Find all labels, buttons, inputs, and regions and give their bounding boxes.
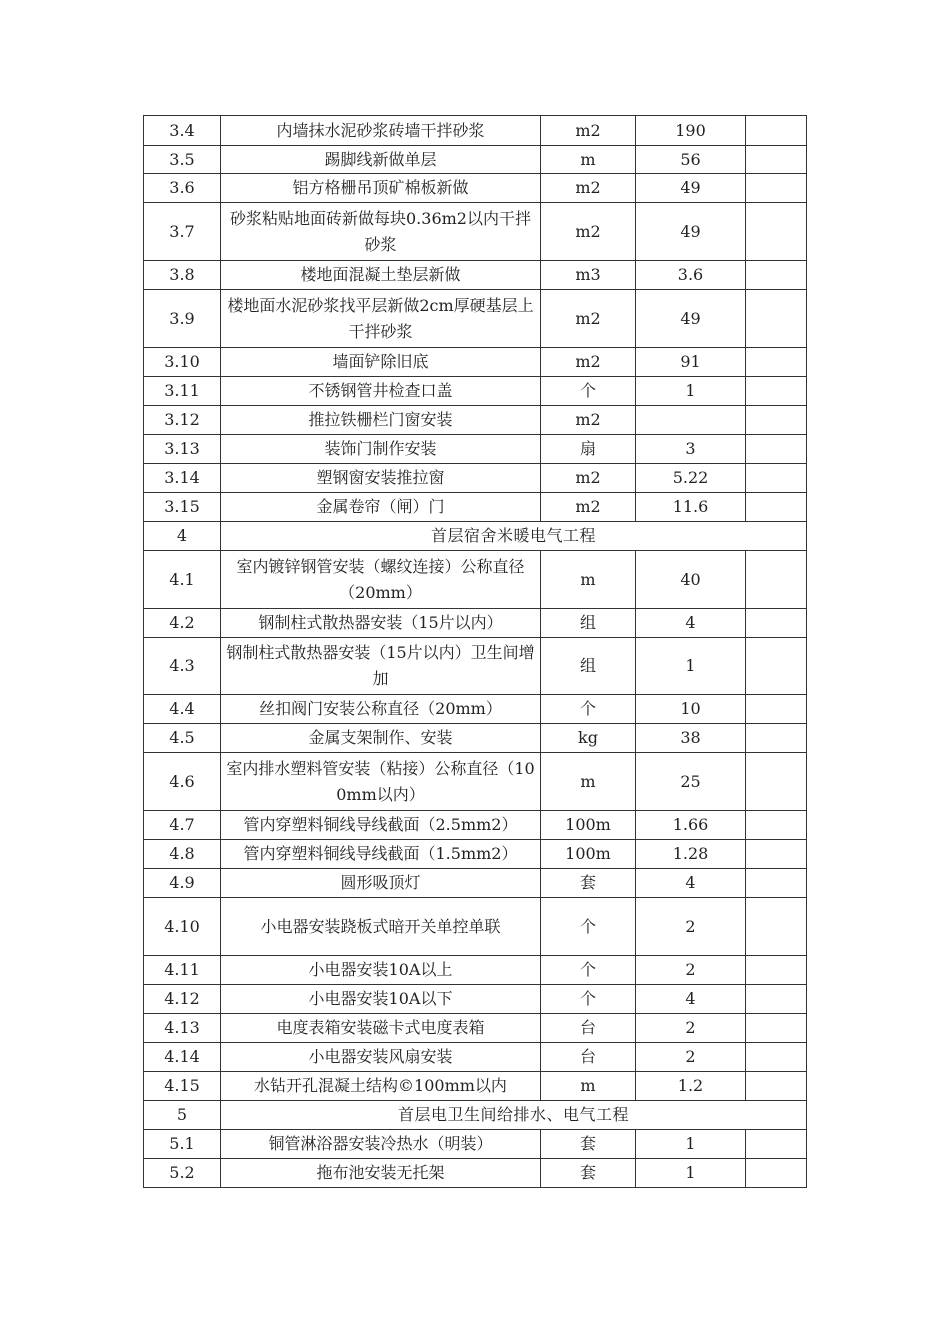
table-row — [144, 406, 807, 435]
item-unit: 台 — [541, 1014, 636, 1043]
table-row — [144, 898, 807, 956]
item-quantity: 1 — [636, 377, 746, 406]
item-number: 3.12 — [144, 406, 221, 435]
item-name: 金属卷帘（闸）门 — [221, 493, 541, 522]
item-name: 塑钢窗安装推拉窗 — [221, 464, 541, 493]
item-name: 装饰门制作安装 — [221, 435, 541, 464]
item-number: 3.6 — [144, 174, 221, 203]
item-unit: m — [541, 753, 636, 811]
table-row — [144, 116, 807, 146]
item-remark — [746, 493, 807, 522]
item-number: 5.2 — [144, 1159, 221, 1188]
item-remark — [746, 898, 807, 956]
item-remark — [746, 348, 807, 377]
item-quantity: 38 — [636, 724, 746, 753]
item-name: 小电器安装10A以上 — [221, 956, 541, 985]
item-number: 4.11 — [144, 956, 221, 985]
item-name: 水钻开孔混凝土结构©100mm以内 — [221, 1072, 541, 1101]
item-name: 小电器安装跷板式暗开关单控单联 — [221, 898, 541, 956]
bill-of-quantities-table — [143, 115, 807, 1188]
item-quantity: 25 — [636, 753, 746, 811]
table-row — [144, 290, 807, 348]
table-row — [144, 551, 807, 609]
item-unit: m2 — [541, 493, 636, 522]
item-name: 不锈钢管井检查口盖 — [221, 377, 541, 406]
section-row — [144, 1101, 807, 1130]
table-row — [144, 840, 807, 869]
table-row — [144, 493, 807, 522]
item-number: 3.8 — [144, 261, 221, 290]
section-title: 首层电卫生间给排水、电气工程 — [221, 1101, 807, 1130]
item-quantity: 1 — [636, 1159, 746, 1188]
item-unit: 100m — [541, 840, 636, 869]
item-quantity: 4 — [636, 869, 746, 898]
item-name: 管内穿塑料铜线导线截面（1.5mm2） — [221, 840, 541, 869]
item-quantity: 3.6 — [636, 261, 746, 290]
item-quantity: 1.2 — [636, 1072, 746, 1101]
item-name: 圆形吸顶灯 — [221, 869, 541, 898]
item-unit: m — [541, 1072, 636, 1101]
item-name: 丝扣阀门安装公称直径（20mm） — [221, 695, 541, 724]
item-remark — [746, 985, 807, 1014]
item-number: 4.1 — [144, 551, 221, 609]
item-unit: 套 — [541, 869, 636, 898]
item-remark — [746, 174, 807, 203]
item-remark — [746, 638, 807, 695]
section-number: 4 — [144, 522, 221, 551]
item-quantity: 91 — [636, 348, 746, 377]
item-remark — [746, 435, 807, 464]
item-unit: m3 — [541, 261, 636, 290]
item-unit: m2 — [541, 464, 636, 493]
item-remark — [746, 203, 807, 261]
item-unit: 组 — [541, 609, 636, 638]
table-row — [144, 724, 807, 753]
item-name: 墙面铲除旧底 — [221, 348, 541, 377]
item-quantity: 40 — [636, 551, 746, 609]
item-remark — [746, 609, 807, 638]
table-row — [144, 956, 807, 985]
table-row — [144, 203, 807, 261]
item-name: 楼地面混凝土垫层新做 — [221, 261, 541, 290]
table-row — [144, 464, 807, 493]
table-row — [144, 638, 807, 695]
item-number: 3.4 — [144, 116, 221, 146]
item-unit: 个 — [541, 956, 636, 985]
item-number: 3.7 — [144, 203, 221, 261]
item-name: 内墙抹水泥砂浆砖墙干拌砂浆 — [221, 116, 541, 146]
item-remark — [746, 724, 807, 753]
item-number: 4.3 — [144, 638, 221, 695]
item-number: 4.8 — [144, 840, 221, 869]
item-number: 4.5 — [144, 724, 221, 753]
table-row — [144, 609, 807, 638]
item-remark — [746, 695, 807, 724]
item-remark — [746, 116, 807, 146]
table-row — [144, 811, 807, 840]
item-unit: m2 — [541, 174, 636, 203]
item-name: 踢脚线新做单层 — [221, 146, 541, 174]
item-quantity: 1.28 — [636, 840, 746, 869]
item-quantity: 4 — [636, 609, 746, 638]
item-quantity: 49 — [636, 290, 746, 348]
item-quantity: 1.66 — [636, 811, 746, 840]
item-number: 4.4 — [144, 695, 221, 724]
item-number: 4.7 — [144, 811, 221, 840]
item-unit: m2 — [541, 290, 636, 348]
item-name: 拖布池安装无托架 — [221, 1159, 541, 1188]
item-number: 3.5 — [144, 146, 221, 174]
item-name: 铜管淋浴器安装冷热水（明装） — [221, 1130, 541, 1159]
item-remark — [746, 956, 807, 985]
item-remark — [746, 1159, 807, 1188]
item-unit: 组 — [541, 638, 636, 695]
item-name: 钢制柱式散热器安装（15片以内） — [221, 609, 541, 638]
item-number: 3.10 — [144, 348, 221, 377]
table-row — [144, 869, 807, 898]
table-row — [144, 753, 807, 811]
item-quantity: 2 — [636, 898, 746, 956]
item-remark — [746, 261, 807, 290]
item-name: 钢制柱式散热器安装（15片以内）卫生间增加 — [221, 638, 541, 695]
item-remark — [746, 377, 807, 406]
item-remark — [746, 753, 807, 811]
item-name: 金属支架制作、安装 — [221, 724, 541, 753]
item-number: 4.6 — [144, 753, 221, 811]
item-remark — [746, 840, 807, 869]
item-remark — [746, 1130, 807, 1159]
item-number: 3.11 — [144, 377, 221, 406]
item-quantity: 1 — [636, 638, 746, 695]
item-remark — [746, 811, 807, 840]
item-number: 3.15 — [144, 493, 221, 522]
item-name: 管内穿塑料铜线导线截面（2.5mm2） — [221, 811, 541, 840]
table-row — [144, 348, 807, 377]
item-quantity: 2 — [636, 1043, 746, 1072]
item-number: 4.2 — [144, 609, 221, 638]
item-quantity: 1 — [636, 1130, 746, 1159]
item-unit: m2 — [541, 203, 636, 261]
item-unit: 扇 — [541, 435, 636, 464]
table-row — [144, 1043, 807, 1072]
item-number: 4.13 — [144, 1014, 221, 1043]
item-quantity: 10 — [636, 695, 746, 724]
item-remark — [746, 1072, 807, 1101]
item-number: 3.13 — [144, 435, 221, 464]
item-unit: 100m — [541, 811, 636, 840]
item-name: 小电器安装风扇安装 — [221, 1043, 541, 1072]
table-row — [144, 695, 807, 724]
table-row — [144, 377, 807, 406]
item-number: 3.9 — [144, 290, 221, 348]
item-unit: 套 — [541, 1130, 636, 1159]
item-quantity: 2 — [636, 1014, 746, 1043]
item-number: 4.14 — [144, 1043, 221, 1072]
item-unit: 个 — [541, 377, 636, 406]
item-unit: 个 — [541, 898, 636, 956]
table-row — [144, 1159, 807, 1188]
item-number: 4.9 — [144, 869, 221, 898]
item-name: 楼地面水泥砂浆找平层新做2cm厚硬基层上干拌砂浆 — [221, 290, 541, 348]
table-row — [144, 146, 807, 174]
item-remark — [746, 1014, 807, 1043]
item-remark — [746, 869, 807, 898]
item-quantity: 49 — [636, 174, 746, 203]
item-remark — [746, 290, 807, 348]
item-quantity: 49 — [636, 203, 746, 261]
table-row — [144, 1130, 807, 1159]
item-remark — [746, 464, 807, 493]
item-name: 室内镀锌钢管安装（螺纹连接）公称直径（20mm） — [221, 551, 541, 609]
item-number: 5.1 — [144, 1130, 221, 1159]
table-row — [144, 985, 807, 1014]
table-row — [144, 1014, 807, 1043]
item-remark — [746, 551, 807, 609]
item-unit: m2 — [541, 406, 636, 435]
item-number: 3.14 — [144, 464, 221, 493]
item-number: 4.12 — [144, 985, 221, 1014]
item-unit: 个 — [541, 695, 636, 724]
item-unit: kg — [541, 724, 636, 753]
item-quantity: 2 — [636, 956, 746, 985]
table-row — [144, 435, 807, 464]
item-number: 4.10 — [144, 898, 221, 956]
item-quantity: 3 — [636, 435, 746, 464]
item-name: 小电器安装10A以下 — [221, 985, 541, 1014]
item-quantity: 5.22 — [636, 464, 746, 493]
item-quantity: 190 — [636, 116, 746, 146]
table-row — [144, 261, 807, 290]
item-unit: m — [541, 146, 636, 174]
item-unit: m2 — [541, 116, 636, 146]
item-quantity: 11.6 — [636, 493, 746, 522]
item-quantity: 4 — [636, 985, 746, 1014]
item-remark — [746, 1043, 807, 1072]
section-row — [144, 522, 807, 551]
item-name: 室内排水塑料管安装（粘接）公称直径（100mm以内） — [221, 753, 541, 811]
item-remark — [746, 146, 807, 174]
item-unit: m2 — [541, 348, 636, 377]
item-unit: 套 — [541, 1159, 636, 1188]
section-number: 5 — [144, 1101, 221, 1130]
item-unit: m — [541, 551, 636, 609]
item-name: 铝方格栅吊顶矿棉板新做 — [221, 174, 541, 203]
item-name: 电度表箱安装磁卡式电度表箱 — [221, 1014, 541, 1043]
table-row — [144, 1072, 807, 1101]
table-body — [144, 116, 807, 1188]
item-name: 砂浆粘贴地面砖新做每块0.36m2以内干拌砂浆 — [221, 203, 541, 261]
item-name: 推拉铁栅栏门窗安装 — [221, 406, 541, 435]
item-unit: 台 — [541, 1043, 636, 1072]
item-quantity: 56 — [636, 146, 746, 174]
item-unit: 个 — [541, 985, 636, 1014]
table-row — [144, 174, 807, 203]
section-title: 首层宿舍米暖电气工程 — [221, 522, 807, 551]
item-number: 4.15 — [144, 1072, 221, 1101]
item-quantity — [636, 406, 746, 435]
item-remark — [746, 406, 807, 435]
